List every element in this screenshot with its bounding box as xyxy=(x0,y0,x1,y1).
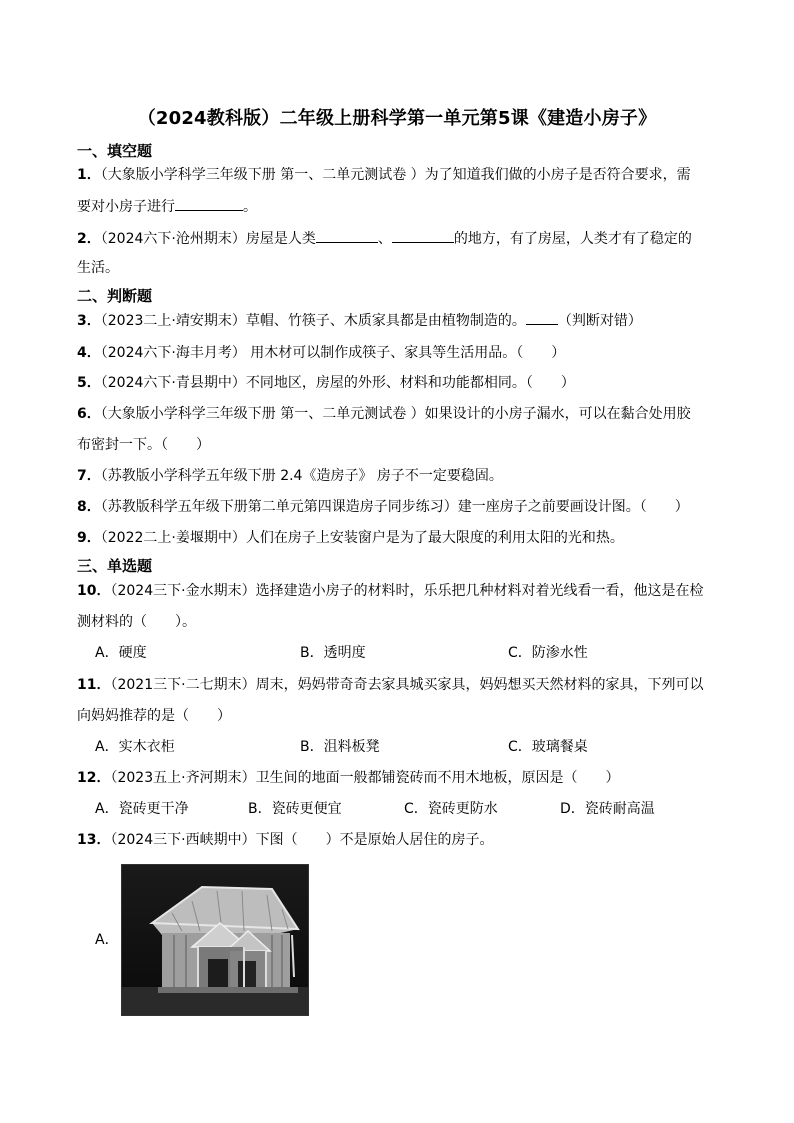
question-number: 2． xyxy=(77,231,101,247)
page-title: （2024教科版）二年级上册科学第一单元第5课《建造小房子》 xyxy=(137,108,657,129)
question-13-option-a-label[interactable]: A． xyxy=(95,932,119,948)
answer-blank[interactable] xyxy=(392,228,454,243)
question-10-line-2 xyxy=(77,612,727,632)
question-number: 13． xyxy=(77,832,111,848)
question-text: （2023二上·靖安期末）草帽、竹筷子、木质家具都是由植物制造的。 xyxy=(100,313,526,329)
question-11-line-2 xyxy=(77,706,727,726)
question-number: 8． xyxy=(77,499,101,515)
question-12-option-a[interactable]: A．瓷砖更干净 xyxy=(95,801,189,817)
question-text: （大象版小学科学三年级下册 第一、二单元测试卷 ）为了知道我们做的小房子是否符合要求，需 xyxy=(100,167,691,183)
question-10-option-b[interactable]: B．透明度 xyxy=(300,645,366,661)
question-number: 4． xyxy=(77,345,101,361)
question-8 xyxy=(77,497,727,517)
question-text: 布密封一下。（ ） xyxy=(77,437,210,453)
question-text: （大象版小学科学三年级下册 第一、二单元测试卷 ）如果设计的小房子漏水，可以在黏合处用胶 xyxy=(100,406,691,422)
question-text: （苏教版科学五年级下册第二单元第四课造房子同步练习）建一座房子之前要画设计图。（ ） xyxy=(100,499,689,515)
answer-blank[interactable] xyxy=(316,228,378,243)
question-11-option-b[interactable]: B．沮料板凳 xyxy=(300,739,380,755)
question-2-line-2 xyxy=(77,258,727,278)
question-number: 9． xyxy=(77,530,101,546)
question-5 xyxy=(77,373,727,393)
question-number: 3． xyxy=(77,313,101,329)
question-12-option-b[interactable]: B．瓷砖更便宜 xyxy=(248,801,342,817)
question-11-line-1 xyxy=(77,675,727,695)
thatched-hut-image xyxy=(122,865,308,1015)
question-number: 1． xyxy=(77,167,101,183)
question-text: （2023五上·齐河期末）卫生间的地面一般都铺瓷砖而不用木地板，原因是（ ） xyxy=(110,770,620,786)
question-text: （2024三下·金水期末）选择建造小房子的材料时，乐乐把几种材料对着光线看一看，他这是在检 xyxy=(110,583,704,599)
question-4 xyxy=(77,343,727,363)
question-text: 。 xyxy=(243,199,257,215)
question-9 xyxy=(77,528,727,548)
question-2-line-1 xyxy=(77,228,727,249)
question-10-option-c[interactable]: C．防渗水性 xyxy=(508,645,588,661)
question-text: 生活。 xyxy=(77,260,119,276)
question-number: 6． xyxy=(77,406,101,422)
question-10-line-1 xyxy=(77,581,727,601)
question-6-line-1 xyxy=(77,404,727,424)
question-1-line-1 xyxy=(77,165,727,185)
question-text: 的地方，有了房屋，人类才有了稳定的 xyxy=(453,231,692,247)
section-single-choice: 三、单选题 xyxy=(77,557,153,575)
question-text: （苏教版小学科学五年级下册 2.4《造房子》 房子不一定要稳固。 xyxy=(100,468,503,484)
question-text: （2024三下·西峡期中）下图（ ）不是原始人居住的房子。 xyxy=(110,832,494,848)
answer-blank[interactable] xyxy=(526,310,558,325)
question-7 xyxy=(77,466,727,486)
question-6-line-2 xyxy=(77,435,727,455)
question-text: （2024六下·沧州期末）房屋是人类 xyxy=(100,231,316,247)
section-judgement: 二、判断题 xyxy=(77,287,153,305)
question-text: 向妈妈推荐的是（ ） xyxy=(77,708,231,724)
question-3 xyxy=(77,310,727,331)
question-text: （2024六下·海丰月考） 用木材可以制作成筷子、家具等生活用品。（ ） xyxy=(100,345,566,361)
question-text: 要对小房子进行 xyxy=(77,199,175,215)
separator-text: 、 xyxy=(377,231,392,247)
section-fill-blank: 一、填空题 xyxy=(77,142,153,160)
question-number: 10． xyxy=(77,583,111,599)
question-number: 5． xyxy=(77,375,101,391)
question-11-option-c[interactable]: C．玻璃餐桌 xyxy=(508,739,588,755)
question-12 xyxy=(77,768,727,788)
question-text: （2024六下·青县期中）不同地区，房屋的外形、材料和功能都相同。（ ） xyxy=(100,375,575,391)
question-text: （2021三下·二七期末）周末，妈妈带奇奇去家具城买家具，妈妈想买天然材料的家具，下列可以 xyxy=(110,677,704,693)
question-10-option-a[interactable]: A．硬度 xyxy=(95,645,147,661)
question-text: 测材料的（ ）。 xyxy=(77,614,196,630)
question-11-option-a[interactable]: A．实木衣柜 xyxy=(95,739,175,755)
hut-photo[interactable] xyxy=(121,864,309,1016)
question-13 xyxy=(77,830,727,850)
question-12-option-c[interactable]: C．瓷砖更防水 xyxy=(404,801,498,817)
question-text: （判断对错） xyxy=(557,313,642,329)
question-number: 11． xyxy=(77,677,111,693)
question-number: 12． xyxy=(77,770,111,786)
question-1-line-2 xyxy=(77,196,727,217)
answer-blank[interactable] xyxy=(175,196,243,211)
question-text: （2022二上·姜堰期中）人们在房子上安装窗户是为了最大限度的利用太阳的光和热。 xyxy=(100,530,624,546)
question-number: 7． xyxy=(77,468,101,484)
question-12-option-d[interactable]: D．瓷砖耐高温 xyxy=(560,801,655,817)
